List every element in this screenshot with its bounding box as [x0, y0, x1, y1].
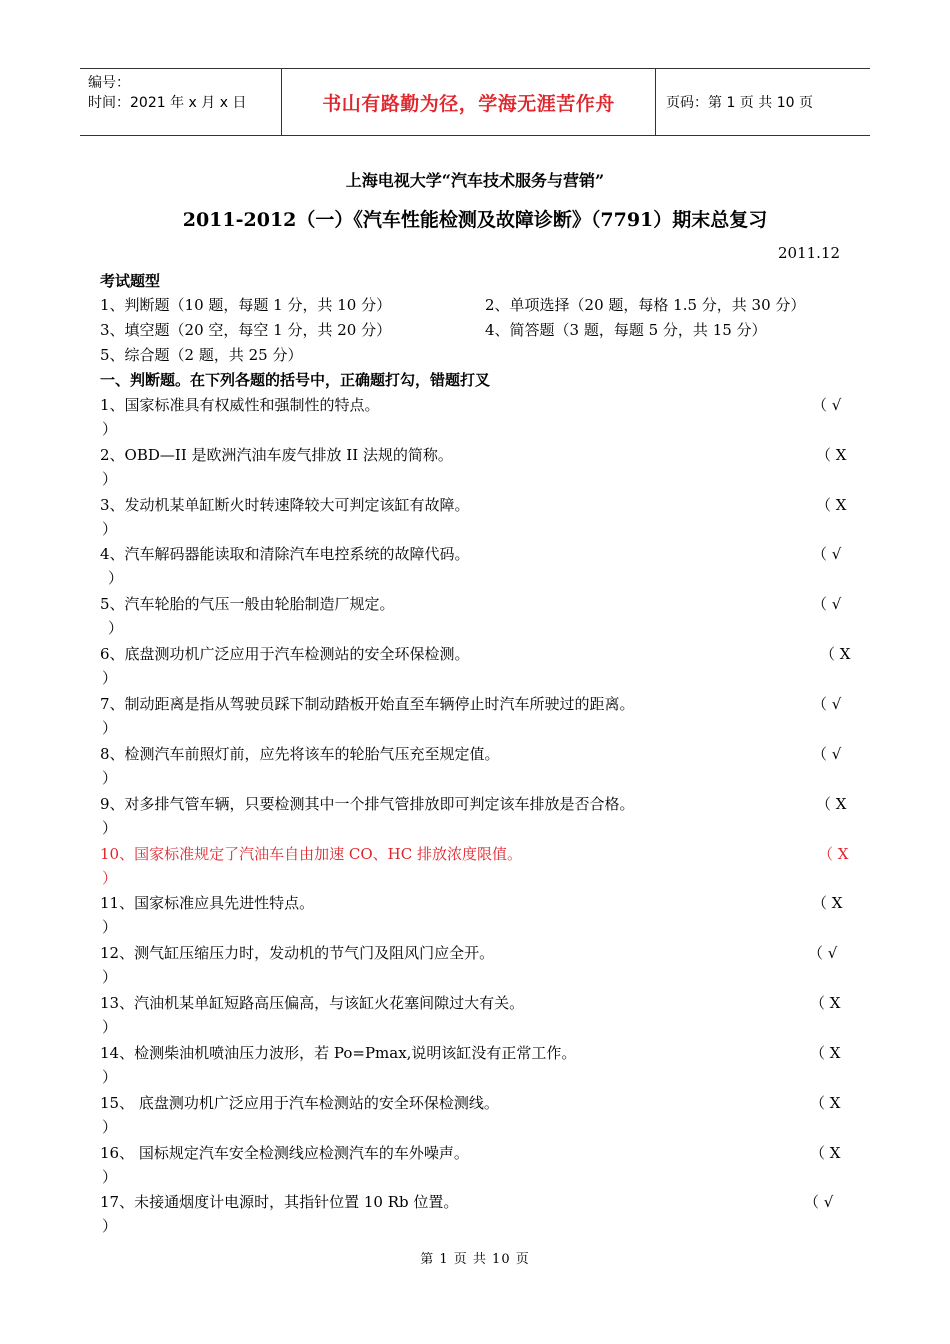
question-text: 14、检测柴油机喷油压力波形，若 Po=Pmax,说明该缸没有正常工作。	[100, 1044, 577, 1062]
header-meta	[80, 69, 281, 135]
question-text: 16、 国标规定汽车安全检测线应检测汽车的车外噪声。	[100, 1144, 469, 1162]
question-item	[100, 1092, 860, 1140]
exam-type-item: 5、综合题（2 题，共 25 分）	[100, 346, 303, 364]
close-paren: ）	[102, 769, 118, 787]
close-paren: ）	[102, 1118, 118, 1136]
answer-mark: （ X	[810, 1044, 841, 1062]
question-item	[100, 693, 860, 741]
exam-types-heading: 考试题型	[100, 272, 161, 290]
question-text: 3、发动机某单缸断火时转速降较大可判定该缸有故障。	[100, 496, 470, 514]
answer-mark: （ √	[812, 745, 842, 763]
answer-mark: （ X	[816, 496, 847, 514]
header-motto: 书山有路勤为径，学海无涯苦作舟	[281, 69, 656, 135]
close-paren: ）	[102, 420, 118, 438]
answer-mark: （ √	[812, 545, 842, 563]
question-text: 11、国家标准应具先进性特点。	[100, 894, 315, 912]
answer-mark: （ √	[812, 695, 842, 713]
question-text: 8、检测汽车前照灯前，应先将该车的轮胎气压充至规定值。	[100, 745, 500, 763]
question-text: 6、底盘测功机广泛应用于汽车检测站的安全环保检测。	[100, 645, 470, 663]
doc-title-line2: 2011-2012（一）《汽车性能检测及故障诊断》（7791）期末总复习	[182, 209, 768, 231]
answer-mark: （ X	[816, 446, 847, 464]
close-paren: ）	[102, 470, 118, 488]
question-text: 10、国家标准规定了汽油车自由加速 CO、HC 排放浓度限值。	[100, 845, 522, 863]
close-paren: ）	[102, 520, 118, 538]
answer-mark: （ √	[808, 944, 838, 962]
exam-type-item: 1、判断题（10 题，每题 1 分，共 10 分）	[100, 296, 392, 314]
exam-type-item: 4、简答题（3 题，每题 5 分，共 15 分）	[485, 321, 767, 339]
page-footer: 第 1 页 共 10 页	[420, 1252, 530, 1267]
question-text: 2、OBD—II 是欧洲汽油车废气排放 II 法规的简称。	[100, 446, 453, 464]
doc-title-line1: 上海电视大学“汽车技术服务与营销”	[345, 171, 605, 190]
close-paren: ）	[102, 918, 118, 936]
question-item	[100, 543, 860, 591]
close-paren: ）	[102, 1018, 118, 1036]
question-text: 4、汽车解码器能读取和清除汽车电控系统的故障代码。	[100, 545, 470, 563]
exam-type-item: 2、单项选择（20 题，每格 1.5 分，共 30 分）	[485, 296, 806, 314]
question-item	[100, 1042, 860, 1090]
question-item	[100, 643, 860, 691]
header-page-info: 页码：第 1 页 共 10 页	[666, 95, 813, 111]
question-item	[100, 593, 860, 641]
question-item	[100, 444, 860, 492]
question-item	[100, 743, 860, 791]
question-item	[100, 1142, 860, 1190]
question-text: 7、制动距离是指从驾驶员踩下制动踏板开始直至车辆停止时汽车所驶过的距离。	[100, 695, 635, 713]
close-paren: ）	[102, 869, 118, 887]
question-item	[100, 892, 860, 940]
close-paren: ）	[108, 619, 124, 637]
question-item	[100, 494, 860, 542]
question-item	[100, 992, 860, 1040]
answer-mark: （ √	[804, 1193, 834, 1211]
document-header	[80, 68, 870, 136]
doc-date: 2011.12	[778, 244, 841, 262]
question-item	[100, 1191, 860, 1239]
number-label: 编号：	[88, 75, 130, 91]
close-paren: ）	[102, 1168, 118, 1186]
question-text: 12、测气缸压缩压力时，发动机的节气门及阻风门应全开。	[100, 944, 495, 962]
question-item	[100, 793, 860, 841]
exam-type-item: 3、填空题（20 空，每空 1 分，共 20 分）	[100, 321, 392, 339]
answer-mark: （ √	[812, 595, 842, 613]
close-paren: ）	[102, 719, 118, 737]
question-text: 9、对多排气管车辆，只要检测其中一个排气管排放即可判定该车排放是否合格。	[100, 795, 635, 813]
answer-mark: （ X	[818, 845, 849, 863]
close-paren: ）	[102, 968, 118, 986]
close-paren: ）	[102, 1217, 118, 1235]
section1-heading: 一、判断题。在下列各题的括号中，正确题打勾，错题打叉	[100, 371, 491, 389]
answer-mark: （ √	[812, 396, 842, 414]
question-text: 13、汽油机某单缸短路高压偏高，与该缸火花塞间隙过大有关。	[100, 994, 525, 1012]
question-text: 5、汽车轮胎的气压一般由轮胎制造厂规定。	[100, 595, 395, 613]
answer-mark: （ X	[810, 1094, 841, 1112]
close-paren: ）	[102, 819, 118, 837]
close-paren: ）	[102, 1068, 118, 1086]
question-text: 1、国家标准具有权威性和强制性的特点。	[100, 396, 380, 414]
answer-mark: （ X	[810, 1144, 841, 1162]
time-label: 时间：2021 年 x 月 x 日	[88, 95, 247, 111]
question-text: 15、 底盘测功机广泛应用于汽车检测站的安全环保检测线。	[100, 1094, 499, 1112]
close-paren: ）	[102, 669, 118, 687]
answer-mark: （ X	[820, 645, 851, 663]
answer-mark: （ X	[816, 795, 847, 813]
close-paren: ）	[108, 569, 124, 587]
question-item-highlighted	[100, 843, 860, 891]
answer-mark: （ X	[812, 894, 843, 912]
question-item	[100, 394, 860, 442]
question-item	[100, 942, 860, 990]
answer-mark: （ X	[810, 994, 841, 1012]
question-text: 17、未接通烟度计电源时，其指针位置 10 Rb 位置。	[100, 1193, 459, 1211]
